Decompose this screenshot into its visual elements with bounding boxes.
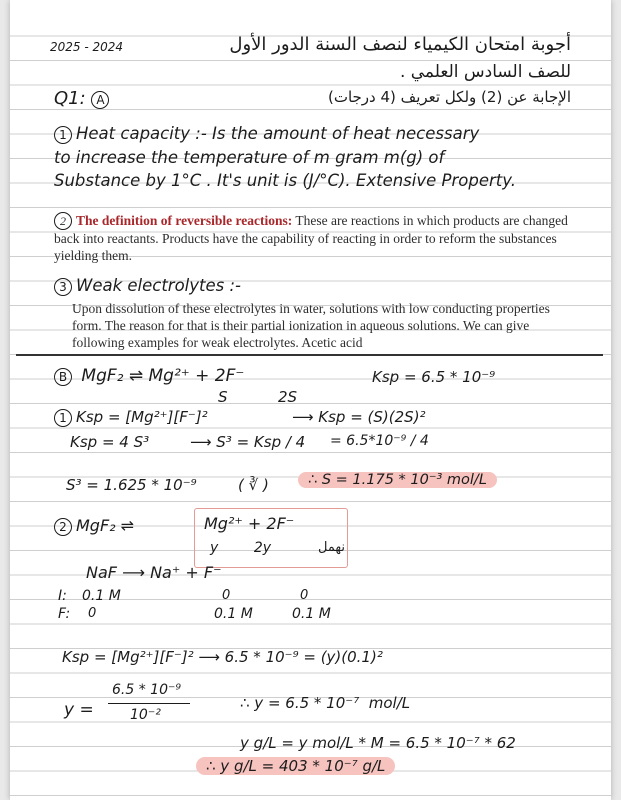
header-title-ar: أجوبة امتحان الكيمياء لنصف السنة الدور الأول [229,34,571,55]
calc-1-line-1 [54,408,208,427]
calc-2-num: 2 [54,518,72,536]
calc-1-result-highlight: ∴ S = 1.175 * 10⁻³ mol/L [298,472,497,488]
q1-text: Q1: [54,88,86,109]
header-year: 2025 - 2024 [50,40,124,54]
final-answer-highlight: ∴ y g/L = 403 * 10⁻⁷ g/L [196,757,395,775]
answer-2-num: 2 [54,212,72,230]
answer-2-text: These are reactions in which products are changed back into reactants. Products have the capability of reacting in order to reform the substances yielding them. [54,213,568,263]
header-class-ar: للصف السادس العلمي . [399,62,571,82]
calc-2-eq [54,516,134,536]
calc-1-cube-root: ( ∛ ) [238,476,269,494]
answer-3-title-row [54,276,241,296]
row-i-na: 0 [222,588,231,603]
ygl-line: y g/L = y mol/L * M = 6.5 * 10⁻⁷ * 62 [240,734,516,752]
y-result: ∴ y = 6.5 * 10⁻⁷ mol/L [240,694,411,712]
row-f-f: 0.1 M [292,606,331,622]
calc-1-line-3: S³ = 1.625 * 10⁻⁹ [66,476,197,494]
instruction-ar: الإجابة عن (2) ولكل تعريف (4 درجات) [327,88,571,106]
calc-1-line-1-left: Ksp = [Mg²⁺][F⁻]² [76,408,208,426]
calc-1-line-2-right: = 6.5*10⁻⁹ / 4 [330,433,429,449]
part-b-eq-text: MgF₂ ⇌ Mg²⁺ + 2F⁻ [81,366,245,386]
calc-2-neglect-ar: نهمل [318,540,345,555]
answer-1-num: 1 [54,126,72,144]
answer-1-line-1: Heat capacity :- Is the amount of heat necessary [76,124,480,143]
row-f-na: 0.1 M [214,606,253,622]
y-frac-bar [108,703,190,704]
q1-choice: A [91,91,109,109]
ksp-line: Ksp = [Mg²⁺][F⁻]² ⟶ 6.5 * 10⁻⁹ = (y)(0.1)² [62,648,383,666]
answer-3-text: Upon dissolution of these electrolytes in water, solutions with low conducting properties form. The reason for that is their partial ionization in aqueous solutions. We can give following examples for weak electrolytes. Acetic acid [72,301,550,350]
answer-1-line-2: to increase the temperature of m gram m(g) of [54,147,445,167]
part-b-under-2s: 2S [278,388,298,406]
answer-3-title: Weak electrolytes :- [76,276,242,295]
row-f-label: F: [58,606,71,622]
q1-label [54,88,113,109]
answer-1 [54,122,516,193]
calc-1-line-2-left: Ksp = 4 S³ [70,433,150,451]
row-i-f: 0 [300,588,309,603]
answer-sheet [10,0,611,800]
row-i-label: I: [58,588,67,604]
calc-1-line-2-mid: ⟶ S³ = Ksp / 4 [190,433,306,451]
answer-1-line-3: Substance by 1°C . It's unit is (J/°C). Extensive Property. [54,171,516,190]
part-b-equation [54,366,244,386]
calc-1-result [298,472,497,488]
given-ksp: Ksp = 6.5 * 10⁻⁹ [372,368,496,386]
y-frac-num: 6.5 * 10⁻⁹ [112,682,181,698]
row-f-value: 0 [88,606,97,621]
final-answer [196,757,395,775]
y-symbol: y = [64,700,94,720]
answer-3-num: 3 [54,278,72,296]
naf-equation: NaF ⟶ Na⁺ + F⁻ [86,563,222,582]
row-i-value: 0.1 M [82,588,121,604]
y-frac-den: 10⁻² [130,707,161,723]
calc-1-line-1-right: ⟶ Ksp = (S)(2S)² [292,408,426,426]
calc-2-eq-text: MgF₂ ⇌ [76,516,135,535]
calc-2-products: Mg²⁺ + 2F⁻ [204,514,295,533]
section-divider [16,354,603,356]
calc-2-under: y 2y [210,540,272,556]
answer-2 [54,212,572,264]
part-b-label: B [54,368,72,386]
answer-2-title: The definition of reversible reactions: [76,213,293,228]
part-b-under-s: S [218,388,228,406]
calc-1-num: 1 [54,409,72,427]
